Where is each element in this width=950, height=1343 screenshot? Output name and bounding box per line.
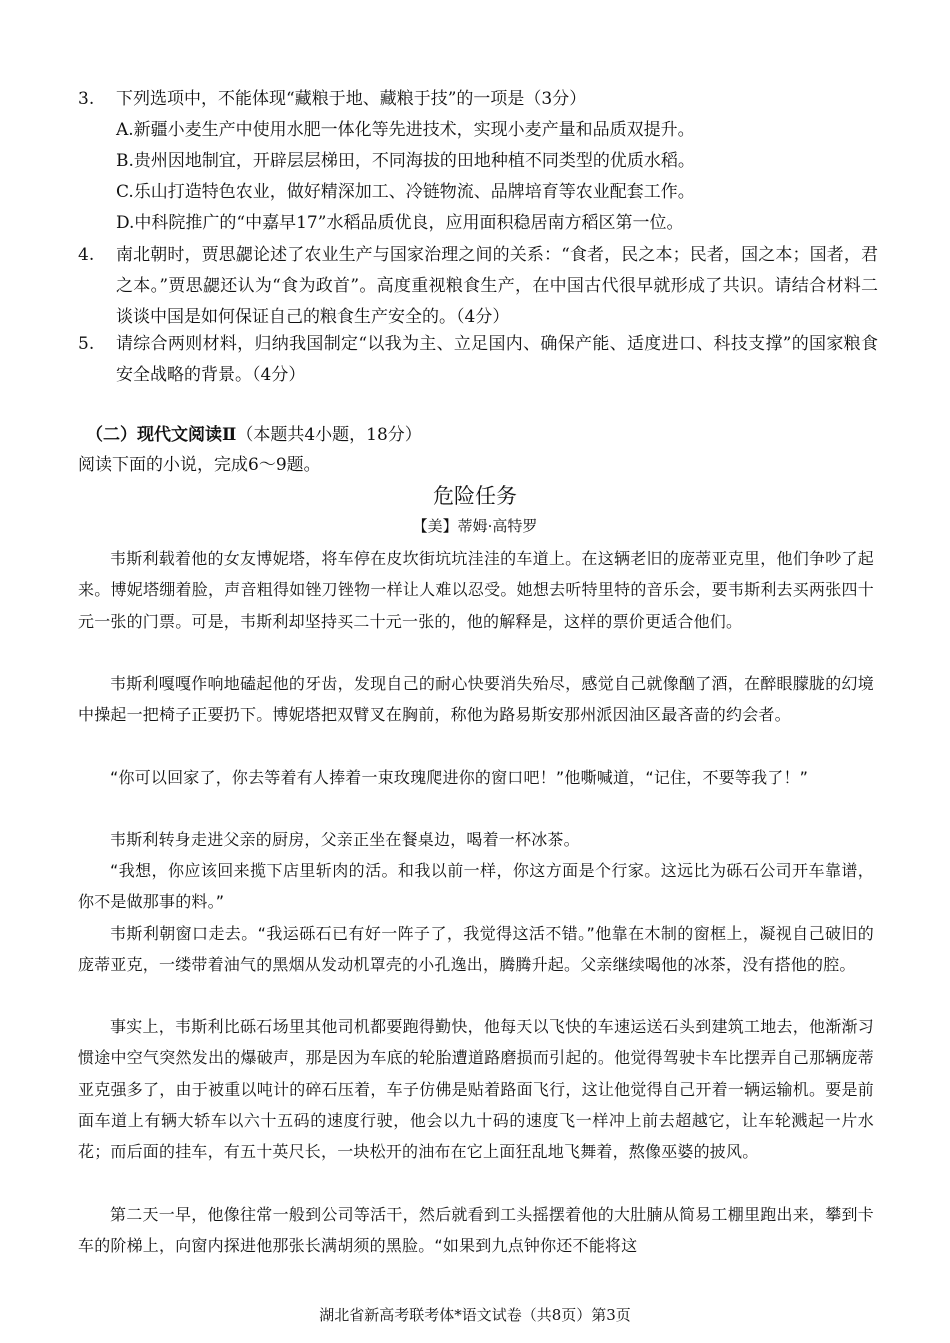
story-paragraph: “你可以回家了，你去等着有人捧着一束玫瑰爬进你的窗口吧！”他嘶喊道，“记住，不要等我了！” bbox=[110, 768, 809, 787]
page-footer: 湖北省新高考联考体*语文试卷（共8页）第3页 bbox=[319, 1306, 631, 1324]
section-instruction: 阅读下面的小说，完成6～9题。 bbox=[78, 455, 321, 475]
option-b: B.贵州因地制宜，开辟层层梯田，不同海拔的田地种植不同类型的优质水稻。 bbox=[116, 151, 695, 171]
question-5 bbox=[78, 329, 878, 391]
question-4 bbox=[78, 240, 878, 333]
option-a: A.新疆小麦生产中使用水肥一体化等先进技术，实现小麦产量和品质双提升。 bbox=[116, 120, 695, 140]
question-number: 4. bbox=[78, 245, 95, 265]
section-note: （本题共4小题，18分） bbox=[236, 425, 422, 445]
option-d: D.中科院推广的“中嘉早17”水稻品质优良，应用面积稳居南方稻区第一位。 bbox=[116, 213, 684, 233]
section-title: （二）现代文阅读Ⅱ bbox=[86, 425, 237, 445]
story-paragraph: “我想，你应该回来揽下店里斩肉的活。和我以前一样，你这方面是个行家。这远比为砾石公司开车靠谱，你不是做那事的料。” bbox=[78, 861, 874, 912]
section-heading bbox=[86, 420, 422, 450]
question-text: 请综合两则材料，归纳我国制定“以我为主、立足国内、确保产能、适度进口、科技支撑”的国家粮食安全战略的背景。（4分） bbox=[116, 334, 878, 385]
question-text: 南北朝时，贾思勰论述了农业生产与国家治理之间的关系：“食者，民之本；民者，国之本；国者，君之本。”贾思勰还认为“食为政首”。高度重视粮食生产，在中国古代很早就形成了共识。请结合材料二谈谈中国是如何保证自己的粮食生产安全的。（4分） bbox=[116, 245, 878, 327]
question-number: 5. bbox=[78, 334, 95, 354]
question-number: 3. bbox=[78, 89, 95, 109]
question-text: 下列选项中，不能体现“藏粮于地、藏粮于技”的一项是（3分） bbox=[116, 89, 587, 109]
story-paragraph: 韦斯利载着他的女友博妮塔，将车停在皮坎街坑坑洼洼的车道上。在这辆老旧的庞蒂亚克里，他们争吵了起来。博妮塔绷着脸，声音粗得如锉刀锉物一样让人难以忍受。她想去听特里特的音乐会，要韦斯利去买两张四十元一张的门票。可是，韦斯利却坚持买二十元一张的，他的解释是，这样的票价更适合他们。 bbox=[78, 549, 874, 631]
story-author: 【美】蒂姆·高特罗 bbox=[412, 517, 538, 535]
story-paragraph: 第二天一早，他像往常一般到公司等活干，然后就看到工头摇摆着他的大肚腩从简易工棚里跑出来，攀到卡车的阶梯上，向窗内探进他那张长满胡须的黑脸。“如果到九点钟你还不能将这 bbox=[78, 1205, 874, 1256]
question-3 bbox=[78, 84, 878, 115]
option-c: C.乐山打造特色农业，做好精深加工、冷链物流、品牌培育等农业配套工作。 bbox=[116, 182, 695, 202]
story-paragraph: 韦斯利转身走进父亲的厨房，父亲正坐在餐桌边，喝着一杯冰茶。 bbox=[110, 830, 580, 849]
story-paragraph: 事实上，韦斯利比砾石场里其他司机都要跑得勤快，他每天以飞快的车速运送石头到建筑工地去，他渐渐习惯途中空气突然发出的爆破声，那是因为车底的轮胎遭道路磨损而引起的。他觉得驾驶卡车比摆弄自己那辆庞蒂亚克强多了，由于被重以吨计的碎石压着，车子仿佛是贴着路面飞行，这让他觉得自己开着一辆运输机。要是前面车道上有辆大轿车以六十五码的速度行驶，他会以九十码的速度飞一样冲上前去超越它，让车轮溅起一片水花；而后面的挂车，有五十英尺长，一块松开的油布在它上面狂乱地飞舞着，熬像巫婆的披风。 bbox=[78, 1017, 874, 1162]
story-paragraph: 韦斯利嘎嘎作响地磕起他的牙齿，发现自己的耐心快要消失殆尽，感觉自己就像酗了酒，在醉眼朦胧的幻境中操起一把椅子正要扔下。博妮塔把双臂叉在胸前，称他为路易斯安那州派因油区最吝啬的约会者。 bbox=[78, 674, 874, 725]
story-title: 危险任务 bbox=[433, 484, 517, 508]
story-paragraph: 韦斯利朝窗口走去。“我运砾石已有好一阵子了，我觉得这活不错。”他靠在木制的窗框上，凝视自己破旧的庞蒂亚克，一缕带着油气的黑烟从发动机罩壳的小孔逸出，腾腾升起。父亲继续喝他的冰茶，没有搭他的腔。 bbox=[78, 924, 874, 975]
